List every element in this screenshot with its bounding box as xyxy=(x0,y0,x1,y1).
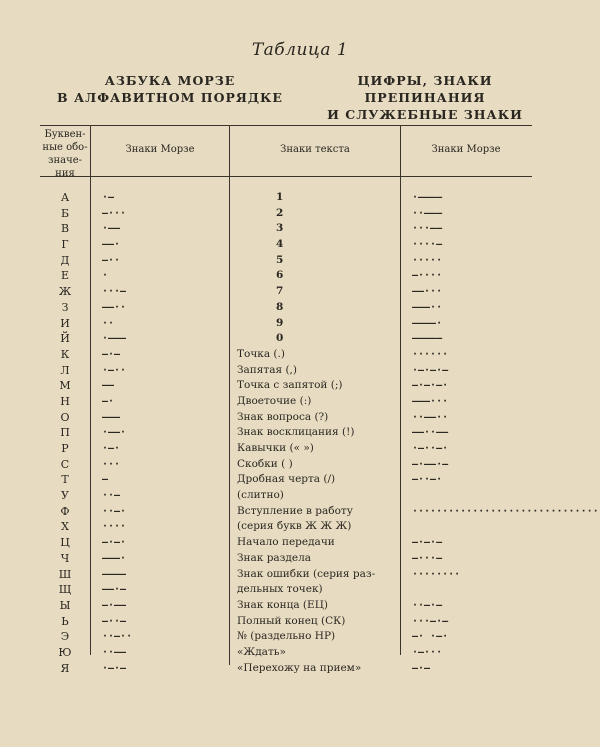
letter-cell: Д xyxy=(60,253,70,267)
text-sign-cell: Дробная черта (/) xyxy=(237,473,336,486)
morse-code-cell: ·—·— xyxy=(102,662,127,674)
morse-code-sign-cell: ······························· xyxy=(412,505,599,517)
text-sign-cell: Вступление в работу xyxy=(237,504,353,517)
morse-code-cell: —··· xyxy=(102,207,127,219)
text-sign-cell: 9 xyxy=(276,316,284,329)
text-sign-cell: 2 xyxy=(276,206,284,219)
morse-code-sign-cell: —·—·—· xyxy=(412,380,449,392)
letter-cell: Т xyxy=(61,473,69,487)
text-sign-cell: дельных точек) xyxy=(237,583,323,596)
morse-code-sign-cell: ————— xyxy=(412,333,443,345)
table-row xyxy=(0,378,600,394)
text-sign-cell: Кавычки (« ») xyxy=(237,442,314,454)
text-sign-cell: (серия букв Ж Ж Ж) xyxy=(237,520,352,533)
text-sign-cell: (слитно) xyxy=(237,489,284,502)
letter-cell: Ы xyxy=(59,598,71,612)
letter-cell: Е xyxy=(60,269,70,283)
text-sign-cell: Полный конец (СК) xyxy=(237,614,346,627)
column-header-letters-line: ния xyxy=(55,168,75,179)
letter-cell: Ш xyxy=(58,567,72,581)
letter-cell: Ц xyxy=(60,536,70,550)
table-row xyxy=(0,268,600,284)
text-sign-cell: Знак восклицания (!) xyxy=(237,426,355,439)
morse-code-cell: ——·— xyxy=(102,584,127,596)
table-top-rule xyxy=(40,125,532,126)
morse-code-cell: —· xyxy=(102,395,115,407)
text-sign-cell: 1 xyxy=(276,191,284,203)
morse-code-sign-cell: ····· xyxy=(412,254,443,266)
morse-code-cell: ——· xyxy=(102,239,121,251)
letter-cell: Щ xyxy=(58,583,72,597)
table-row xyxy=(0,190,600,206)
letter-cell: П xyxy=(60,426,70,440)
table-row xyxy=(0,363,600,379)
morse-code-sign-cell: ·—··· xyxy=(412,646,443,658)
letter-cell: О xyxy=(60,410,70,424)
morse-code-cell: —— xyxy=(102,380,115,392)
column-header-letters-line: ные обо- xyxy=(42,142,88,153)
morse-code-cell: —·—— xyxy=(102,599,127,611)
column-header-morse-right: Знаки Морзе xyxy=(431,144,501,155)
letter-cell: Н xyxy=(60,394,70,408)
morse-code-sign-cell: ···—·— xyxy=(412,615,449,627)
table-row xyxy=(0,394,600,410)
morse-code-sign-cell: —·— xyxy=(412,662,431,674)
morse-code-cell: ··—·· xyxy=(102,631,133,643)
morse-code-sign-cell: ······ xyxy=(412,348,449,360)
letter-cell: Ф xyxy=(60,504,70,518)
morse-code-sign-cell: ·———— xyxy=(412,192,443,203)
table-row xyxy=(0,598,600,614)
morse-code-sign-cell: ———··· xyxy=(412,395,449,407)
column-header-letters-line: значе- xyxy=(48,155,82,166)
heading-left-line-1: АЗБУКА МОРЗЕ xyxy=(104,73,236,88)
column-header-morse-left: Знаки Морзе xyxy=(125,144,195,155)
morse-code-sign-cell: —·—·— xyxy=(412,537,443,549)
morse-code-cell: — xyxy=(102,474,109,486)
table-row xyxy=(0,582,600,598)
table-row xyxy=(0,300,600,316)
letter-cell: Х xyxy=(61,520,69,534)
letter-cell: А xyxy=(60,191,70,204)
morse-code-cell: —·—· xyxy=(102,537,127,549)
morse-code-cell: —·— xyxy=(102,348,121,360)
letter-cell: И xyxy=(60,316,70,330)
morse-code-sign-cell: —·——·— xyxy=(412,458,449,470)
column-header-letters xyxy=(40,128,90,180)
letter-cell: З xyxy=(61,300,69,314)
morse-code-sign-cell: ——··—— xyxy=(412,427,449,439)
morse-code-cell: ·—·· xyxy=(102,364,127,376)
morse-code-cell: ···— xyxy=(102,286,127,298)
letter-cell: Й xyxy=(60,332,70,346)
table-row xyxy=(0,488,600,504)
text-sign-cell: 8 xyxy=(276,300,284,313)
morse-code-sign-cell: ··——— xyxy=(412,207,443,219)
morse-code-sign-cell: ····— xyxy=(412,239,443,251)
morse-code-cell: ···· xyxy=(102,521,127,533)
morse-code-cell: ··— xyxy=(102,490,121,502)
text-sign-cell: Точка с запятой (;) xyxy=(237,379,343,392)
letter-cell: Ж xyxy=(58,285,72,299)
letter-cell: Я xyxy=(60,661,70,675)
morse-code-sign-cell: ··—·— xyxy=(412,599,443,611)
letter-cell: Г xyxy=(61,238,69,252)
column-header-letters-line: Буквен- xyxy=(44,129,86,140)
table-row xyxy=(0,410,600,426)
table-row xyxy=(0,347,600,363)
morse-code-cell: ·· xyxy=(102,317,115,329)
table-body xyxy=(0,190,600,676)
letter-cell: С xyxy=(60,457,70,471)
letter-cell: Ч xyxy=(60,551,70,565)
table-row xyxy=(0,645,600,661)
table-row xyxy=(0,331,600,347)
text-sign-cell: Знак конца (ЕЦ) xyxy=(237,598,328,611)
letter-cell: Л xyxy=(60,363,70,377)
letter-cell: М xyxy=(59,379,71,393)
morse-code-cell: ·— xyxy=(102,192,115,203)
morse-code-sign-cell: ·—·—·— xyxy=(412,364,449,376)
table-row xyxy=(0,221,600,237)
letter-cell: Ь xyxy=(61,614,69,628)
morse-code-cell: ——— xyxy=(102,411,121,423)
text-sign-cell: 7 xyxy=(276,285,284,298)
letter-cell: Ю xyxy=(58,645,72,659)
text-sign-cell: Скобки ( ) xyxy=(237,457,293,470)
morse-code-sign-cell: ···—— xyxy=(412,223,443,235)
morse-code-cell: · xyxy=(102,270,109,282)
table-row xyxy=(0,441,600,457)
text-sign-cell: 6 xyxy=(276,269,284,282)
heading-right-line-1: ЦИФРЫ, ЗНАКИ ПРЕПИНАНИЯ xyxy=(357,73,493,105)
letter-cell: К xyxy=(60,347,70,361)
morse-code-sign-cell: ·—··—· xyxy=(412,443,449,454)
table-row xyxy=(0,425,600,441)
morse-code-cell: ·—· xyxy=(102,443,121,454)
heading-left-line-2: В АЛФАВИТНОМ ПОРЯДКЕ xyxy=(57,90,283,105)
table-row xyxy=(0,661,600,677)
heading-left xyxy=(45,72,295,106)
table-row xyxy=(0,253,600,269)
morse-code-sign-cell: ———·· xyxy=(412,301,443,313)
morse-code-cell: —··— xyxy=(102,615,127,627)
text-sign-cell: «Перехожу на прием» xyxy=(237,661,362,674)
text-sign-cell: 4 xyxy=(276,238,284,251)
heading-right xyxy=(320,72,530,123)
morse-code-cell: —·· xyxy=(102,254,121,266)
table-row xyxy=(0,551,600,567)
morse-code-cell: ·—— xyxy=(102,223,121,235)
morse-code-cell: ··· xyxy=(102,458,121,470)
letter-cell: Э xyxy=(60,630,70,644)
column-header-text: Знаки текста xyxy=(280,144,350,155)
table-header-rule xyxy=(40,176,532,177)
table-row xyxy=(0,519,600,535)
morse-code-sign-cell: —···· xyxy=(412,270,443,282)
morse-code-cell: ··—· xyxy=(102,505,127,517)
text-sign-cell: Запятая (,) xyxy=(237,363,297,376)
text-sign-cell: «Ждать» xyxy=(237,645,286,658)
morse-code-sign-cell: —···— xyxy=(412,552,443,564)
morse-code-cell: ——·· xyxy=(102,301,127,313)
text-sign-cell: 3 xyxy=(276,222,284,235)
text-sign-cell: Двоеточие (:) xyxy=(237,394,312,407)
morse-code-cell: ———— xyxy=(102,568,127,580)
text-sign-cell: Знак раздела xyxy=(237,551,312,564)
morse-code-cell: ··—— xyxy=(102,646,127,658)
letter-cell: Р xyxy=(61,442,69,455)
text-sign-cell: № (раздельно НР) xyxy=(237,630,336,643)
morse-code-cell: ·——— xyxy=(102,333,127,345)
text-sign-cell: Знак вопроса (?) xyxy=(237,410,329,423)
table-row xyxy=(0,614,600,630)
text-sign-cell: 0 xyxy=(276,332,284,345)
table-row xyxy=(0,629,600,645)
table-row xyxy=(0,284,600,300)
morse-code-sign-cell: ··——·· xyxy=(412,411,449,423)
morse-code-sign-cell: —··—· xyxy=(412,474,443,486)
table-title: Таблица 1 xyxy=(251,40,349,60)
heading-right-line-2: И СЛУЖЕБНЫЕ ЗНАКИ xyxy=(327,107,523,122)
letter-cell: Б xyxy=(60,206,70,220)
text-sign-cell: 5 xyxy=(276,253,284,266)
table-row xyxy=(0,472,600,488)
table-row xyxy=(0,535,600,551)
text-sign-cell: Начало передачи xyxy=(237,536,335,549)
table-row xyxy=(0,316,600,332)
table-row xyxy=(0,504,600,520)
morse-code-sign-cell: —· ·—· xyxy=(412,631,449,643)
text-sign-cell: Точка (.) xyxy=(237,347,285,360)
letter-cell: В xyxy=(60,222,70,236)
morse-code-sign-cell: ————· xyxy=(412,317,443,329)
letter-cell: У xyxy=(61,489,69,503)
morse-code-cell: ·——· xyxy=(102,427,127,439)
morse-code-sign-cell: ········ xyxy=(412,568,461,580)
morse-code-cell: ———· xyxy=(102,552,127,564)
table-row xyxy=(0,206,600,222)
table-row xyxy=(0,237,600,253)
text-sign-cell: Знак ошибки (серия раз- xyxy=(237,567,376,580)
morse-code-sign-cell: ——··· xyxy=(412,286,443,298)
table-row xyxy=(0,567,600,583)
table-row xyxy=(0,457,600,473)
